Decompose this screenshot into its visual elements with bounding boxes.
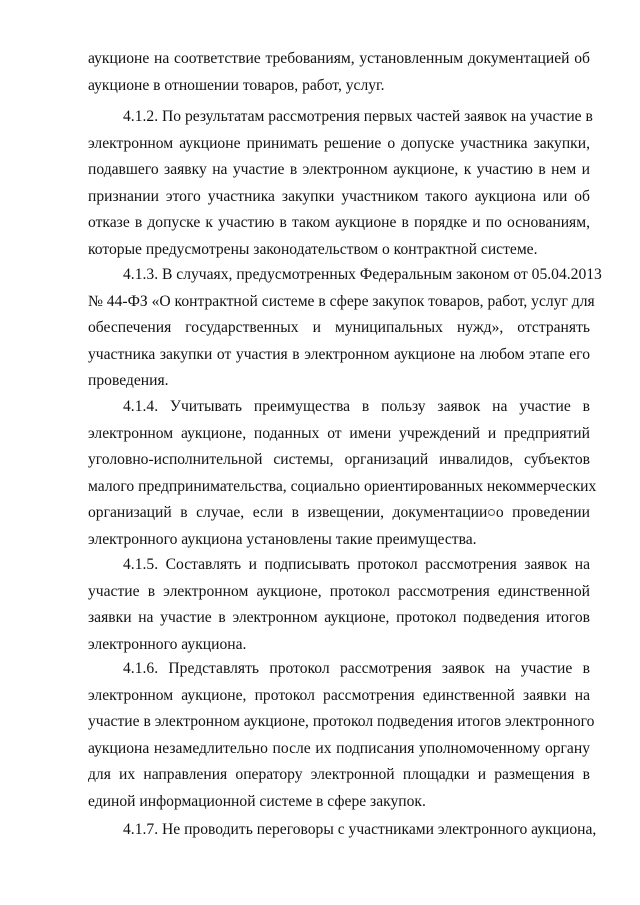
- scan-speck: [488, 509, 495, 516]
- text-line: признании этого участника закупки участником такого аукциона или об: [88, 187, 590, 205]
- paragraph-4-1-2: [88, 104, 593, 263]
- text-line: организаций в случае, если в извещении, документации о проведении: [88, 504, 590, 521]
- text-line: участие в электронном аукционе, протокол подведения итогов электронного: [88, 713, 595, 730]
- text-line: 4.1.3. В случаях, предусмотренных Федеральным законом от 05.04.2013: [123, 266, 602, 283]
- text-line: отказе в допуске к участию в таком аукционе в порядке и по основаниям,: [88, 214, 590, 231]
- text-line: аукциона незамедлительно после их подписания уполномоченному органу: [88, 739, 590, 757]
- text-line: проведения.: [88, 372, 169, 389]
- text-line: электронном аукционе, поданных от имени учреждений и предприятий: [88, 424, 590, 442]
- text-line: 4.1.2. По результатам рассмотрения первых частей заявок на участие в: [123, 108, 593, 125]
- paragraph-4-1-3: [88, 262, 602, 395]
- paragraph-4-1-5: [88, 552, 590, 658]
- text-line: единой информационной системе в сфере закупок.: [88, 792, 426, 810]
- text-line: аукционе на соответствие требованиям, установленным документацией об: [88, 50, 590, 67]
- text-line: подавшего заявку на участие в электронном аукционе, к участию в нем и: [88, 161, 590, 178]
- text-line: которые предусмотрены законодательством о контрактной системе.: [88, 240, 538, 258]
- text-line: электронном аукционе, протокол рассмотрения единственной заявки на: [88, 686, 590, 704]
- text-line: электронном аукционе принимать решение о допуске участника закупки,: [88, 134, 590, 152]
- text-line: 4.1.5. Составлять и подписывать протокол рассмотрения заявок на: [123, 556, 590, 573]
- text-line: для их направления оператору электронной площадки и размещения в: [88, 766, 590, 783]
- paragraph-continuation: [88, 46, 590, 99]
- paragraph-4-1-6: [88, 656, 595, 815]
- paragraph-4-1-7: [88, 817, 597, 844]
- text-line: уголовно-исполнительной системы, организаций инвалидов, субъектов: [88, 451, 590, 468]
- text-line: 4.1.6. Представлять протокол рассмотрения заявок на участие в: [123, 660, 590, 677]
- text-line: малого предпринимательства, социально ориентированных некоммерческих: [88, 477, 597, 495]
- text-line: заявки на участие в электронном аукционе, протокол подведения итогов: [88, 609, 590, 626]
- text-line: обеспечения государственных и муниципальных нужд», отстранять: [88, 319, 590, 336]
- text-line: участие в электронном аукционе, протокол рассмотрения единственной: [88, 582, 590, 600]
- text-line: № 44-ФЗ «О контрактной системе в сфере закупок товаров, работ, услуг для: [88, 292, 595, 310]
- text-line: 4.1.7. Не проводить переговоры с участниками электронного аукциона,: [123, 821, 597, 838]
- text-line: электронного аукциона.: [88, 635, 247, 653]
- text-line: 4.1.4. Учитывать преимущества в пользу заявок на участие в: [123, 398, 590, 415]
- text-line: аукционе в отношении товаров, работ, услуг.: [88, 76, 385, 94]
- text-line: участника закупки от участия в электронном аукционе на любом этапе его: [88, 345, 590, 363]
- text-line: электронного аукциона установлены такие преимущества.: [88, 530, 477, 548]
- paragraph-4-1-4: [88, 394, 597, 553]
